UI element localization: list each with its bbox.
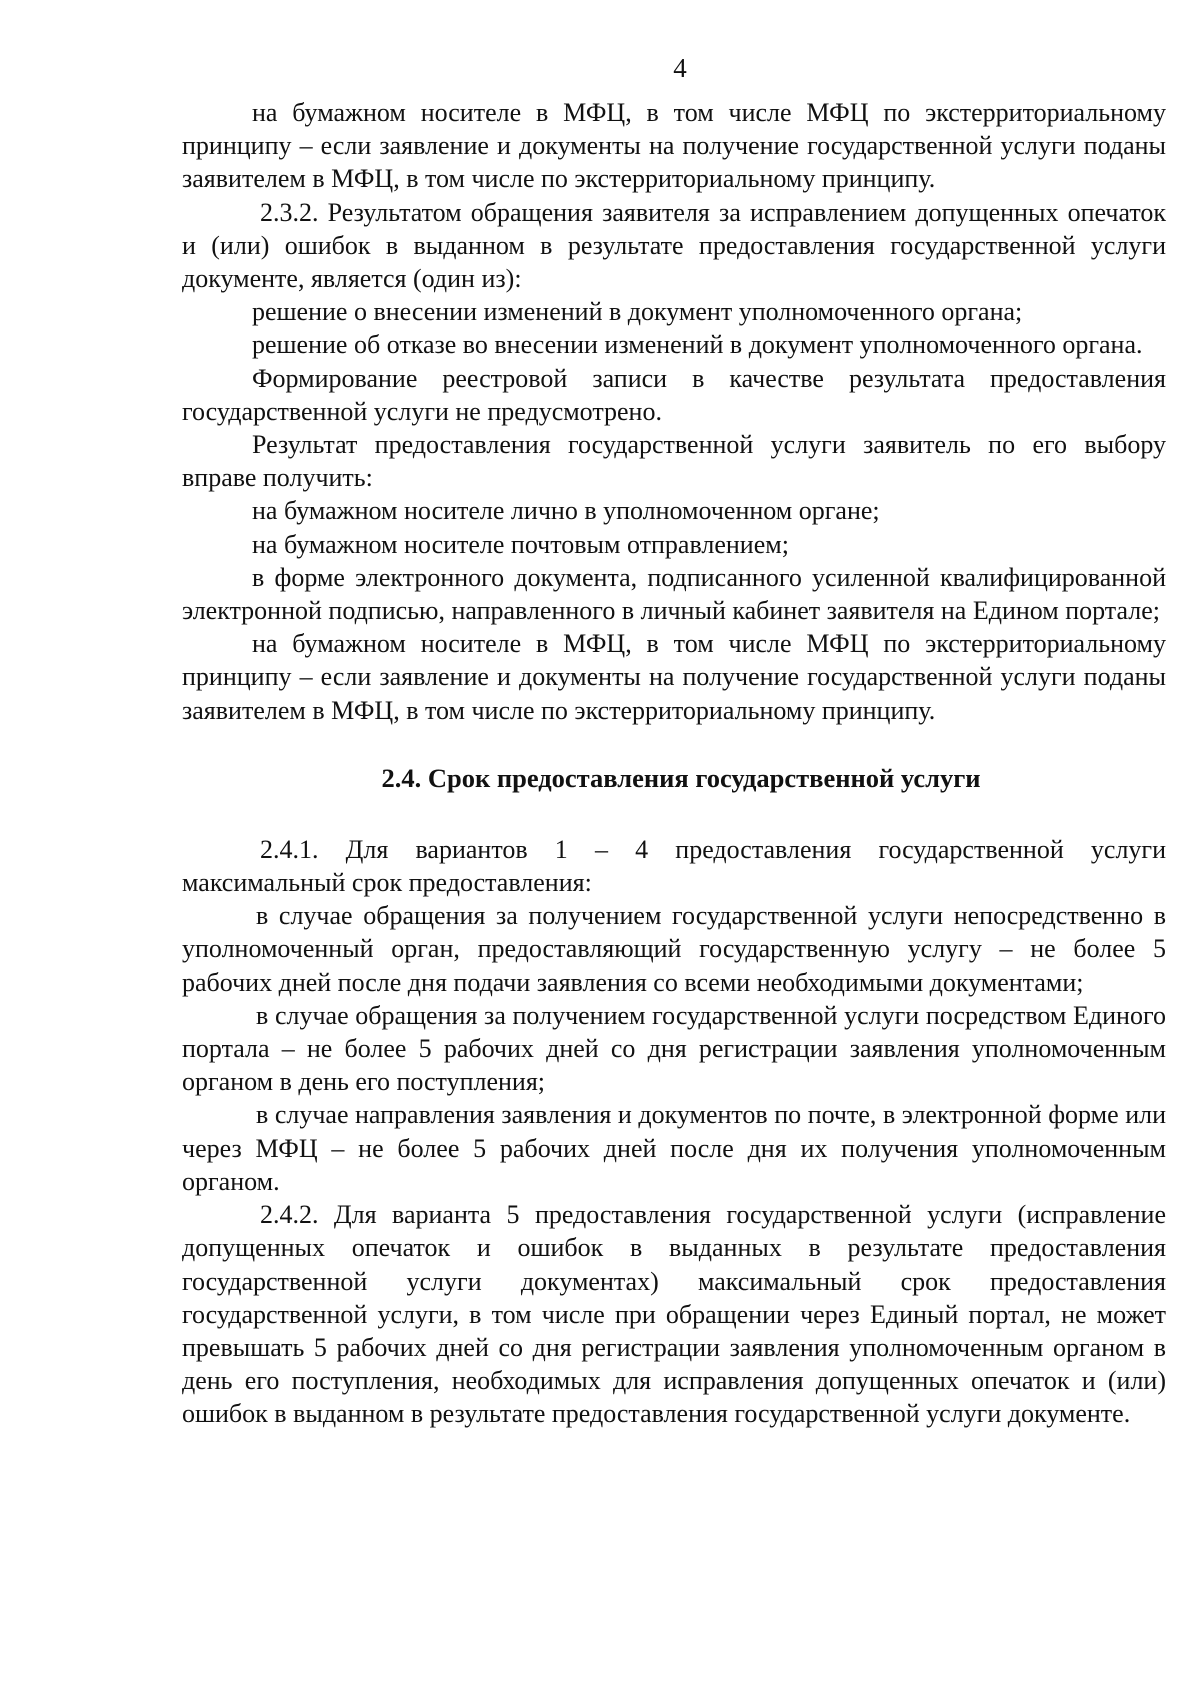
paragraph: на бумажном носителе в МФЦ, в том числе МФЦ по экстерриториальному принципу – если заявление и документы на получение государственной услуги поданы заявителем в МФЦ, в том числе по экстерриториальному принципу. (182, 629, 1166, 725)
paragraph: Формирование реестровой записи в качестве результата предоставления государственной услуги не предусмотрено. (182, 363, 1166, 426)
paragraph: на бумажном носителе в МФЦ, в том числе МФЦ по экстерриториальному принципу – если заявление и документы на получение государственной услуги поданы заявителем в МФЦ, в том числе по экстерриториальному принципу. (182, 98, 1166, 194)
paragraph: в случае направления заявления и документов по почте, в электронной форме или через МФЦ – не более 5 рабочих дней после дня их получения уполномоченным органом. (182, 1100, 1166, 1196)
page-number: 4 (673, 53, 687, 83)
paragraph: Результат предоставления государственной услуги заявитель по его выбору вправе получить: (182, 430, 1166, 493)
paragraph: в случае обращения за получением государственной услуги непосредственно в уполномоченный орган, предоставляющий государственную услугу – не более 5 рабочих дней после дня подачи заявления со всеми необходимыми документами; (182, 901, 1166, 997)
section-heading: 2.4. Срок предоставления государственной услуги (381, 762, 981, 793)
paragraph: решение об отказе во внесении изменений в документ уполномоченного органа. (252, 330, 1143, 360)
paragraph: 2.4.1. Для вариантов 1 – 4 предоставления государственной услуги максимальный срок предоставления: (182, 834, 1166, 898)
paragraph: на бумажном носителе почтовым отправлением; (252, 529, 789, 559)
paragraph: в случае обращения за получением государственной услуги посредством Единого портала – не более 5 рабочих дней со дня регистрации заявления уполномоченным органом в день его поступления; (182, 1000, 1166, 1097)
paragraph: в форме электронного документа, подписанного усиленной квалифицированной электронной подписью, направленного в личный кабинет заявителя на Едином портале; (182, 562, 1166, 626)
paragraph: решение о внесении изменений в документ уполномоченного органа; (252, 297, 1023, 327)
document-body (182, 96, 1166, 1431)
paragraph: 2.3.2. Результатом обращения заявителя за исправлением допущенных опечаток и (или) ошибок в выданном в результате предоставления государственной услуги документе, является (один из): (182, 197, 1166, 294)
paragraph: 2.4.2. Для варианта 5 предоставления государственной услуги (исправление допущенных опечаток и ошибок в выданных в результате предоставления государственной услуги документах) максимальный срок предоставления государственной услуги, в том числе при обращении через Единый портал, не может превышать 5 рабочих дней со дня регистрации заявления уполномоченным органом в день его поступления, необходимых для исправления допущенных опечаток и (или) ошибок в выданном в результате предоставления государственной услуги документе. (182, 1200, 1166, 1429)
paragraph: на бумажном носителе лично в уполномоченном органе; (252, 496, 880, 526)
